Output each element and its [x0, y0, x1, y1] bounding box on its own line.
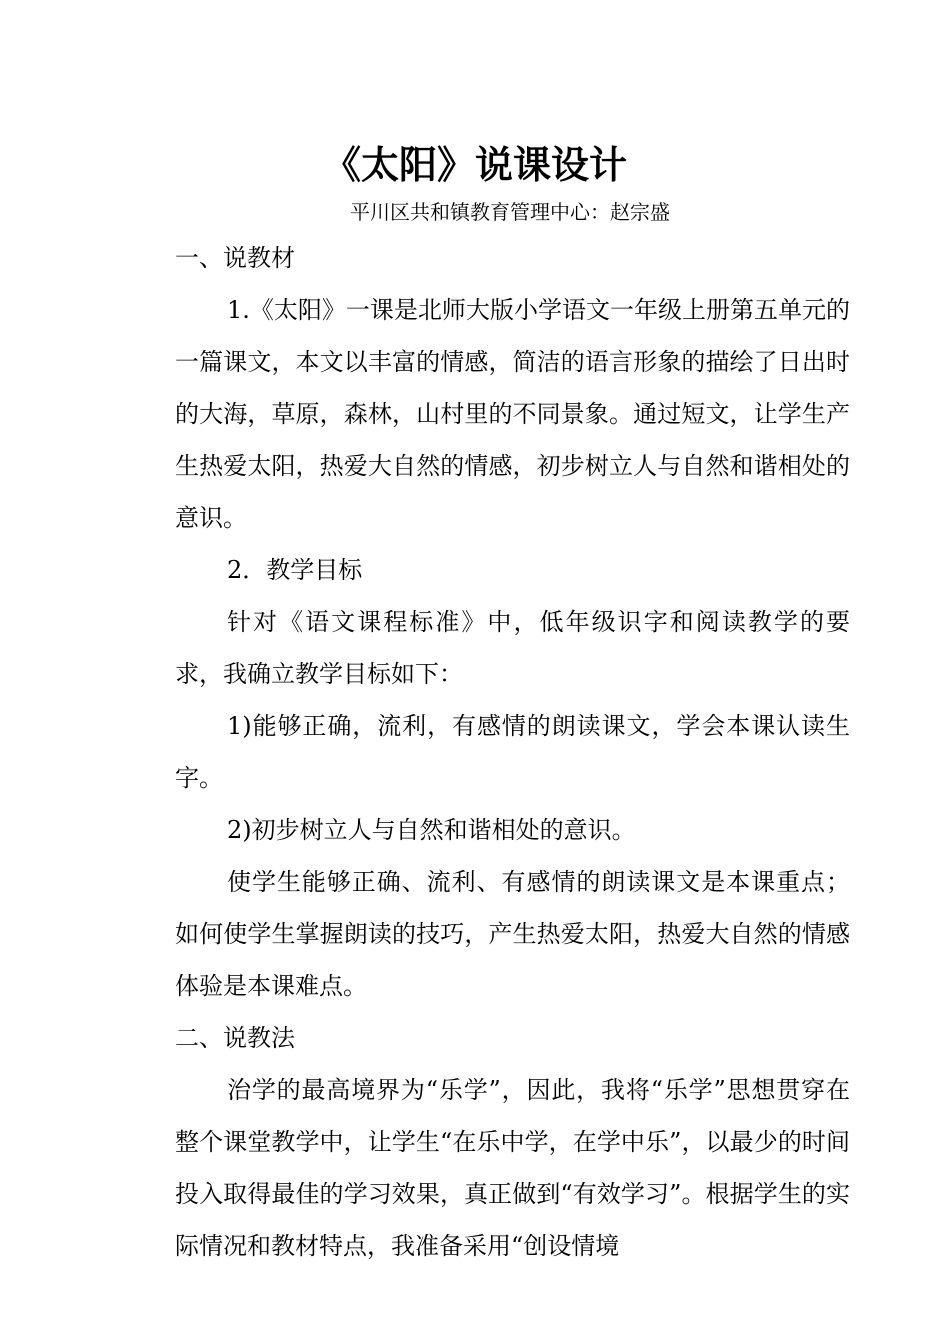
paragraph-teaching-goals-heading: 2．教学目标 — [227, 556, 363, 584]
paragraph-key-points: 使学生能够正确、流利、有感情的朗读课文是本课重点；如何使学生掌握朗读的技巧，产生热爱太阳，热爱大自然的情感体验是本课难点。 — [175, 868, 850, 1000]
author-line: 平川区共和镇教育管理中心：赵宗盛 — [350, 200, 670, 224]
paragraph-teaching-method: 治学的最高境界为“乐学”，因此，我将“乐学”思想贯穿在整个课堂教学中，让学生“在乐中学，在学中乐”，以最少的时间投入取得最佳的学习效果，真正做到“有效学习”。根据学生的实际情况和教材特点，我准备采用“创设情境 — [175, 1076, 850, 1260]
paragraph-textbook-intro: 1.《太阳》一课是北师大版小学语文一年级上册第五单元的一篇课文，本文以丰富的情感，简洁的语言形象的描绘了日出时的大海，草原，森林，山村里的不同景象。通过短文，让学生产生热爱太阳，热爱大自然的情感，初步树立人与自然和谐相处的意识。 — [175, 296, 850, 532]
section-heading-teaching-method: 二、说教法 — [175, 1024, 295, 1052]
paragraph-goal-1: 1)能够正确，流利，有感情的朗读课文，学会本课认读生字。 — [175, 712, 850, 792]
paragraph-goal-2: 2)初步树立人与自然和谐相处的意识。 — [227, 816, 636, 844]
paragraph-curriculum-standard: 针对《语文课程标准》中，低年级识字和阅读教学的要求，我确立教学目标如下： — [175, 608, 850, 688]
document-title: 《太阳》说课设计 — [322, 143, 627, 187]
section-heading-textbook: 一、说教材 — [175, 244, 295, 272]
document-body — [175, 232, 850, 1272]
